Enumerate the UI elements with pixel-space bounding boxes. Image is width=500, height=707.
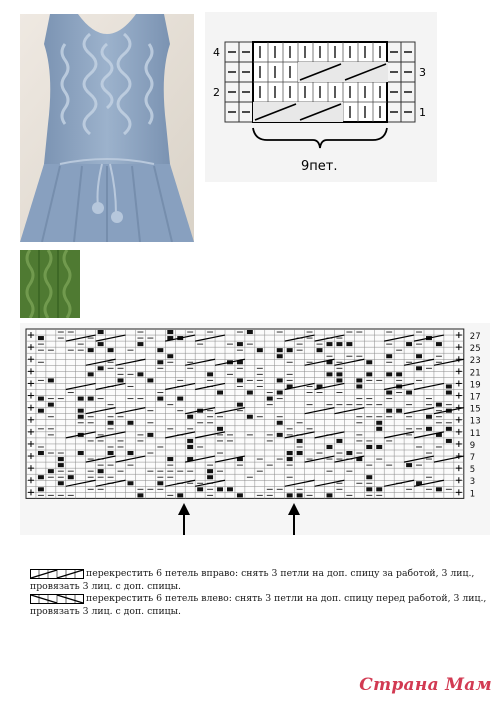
knit-swatch-photo [20,250,80,318]
arrow-up-icon [178,503,190,535]
row-number-25: 25 [469,344,481,355]
dress-photo [20,14,194,242]
row-number-13: 13 [469,416,481,427]
cable-left-symbol [30,594,84,604]
row-number-4: 4 [213,46,220,59]
site-watermark: Страна Мам [359,675,492,695]
row-number-21: 21 [469,368,481,379]
row-number-17: 17 [469,392,481,403]
row-number-19: 19 [469,380,481,391]
row-number-1: 1 [469,489,476,500]
row-number-27: 27 [469,332,481,342]
row-number-11: 11 [469,428,481,439]
row-number-5: 5 [469,465,476,476]
row-number-7: 7 [469,453,476,463]
stitch-count-label: 9пет. [301,159,338,174]
small-cable-chart [205,12,437,182]
legend-cable-right-text: перекрестить 6 петель вправо: снять 3 петли на доп. спицу за работой, 3 лиц., [86,568,475,579]
legend-cable-left-text: перекрестить 6 петель влево: снять 3 петли на доп. спицу перед работой, 3 лиц., [86,593,487,604]
row-number-2: 2 [213,86,220,99]
row-number-1: 1 [419,106,426,119]
row-number-9: 9 [469,440,476,451]
cable-right-symbol [30,569,84,579]
row-number-3: 3 [469,477,476,488]
large-cable-chart [20,323,490,535]
symbol-legend [30,568,487,618]
legend-cable-right-text-cont: провязать 3 лиц. с доп. спицы. [30,580,182,592]
row-number-23: 23 [469,356,481,367]
row-number-3: 3 [419,66,426,79]
row-number-15: 15 [469,404,481,415]
legend-cable-left-text-cont: провязать 3 лиц. с доп. спицы. [30,605,182,617]
arrow-up-icon [288,503,300,535]
